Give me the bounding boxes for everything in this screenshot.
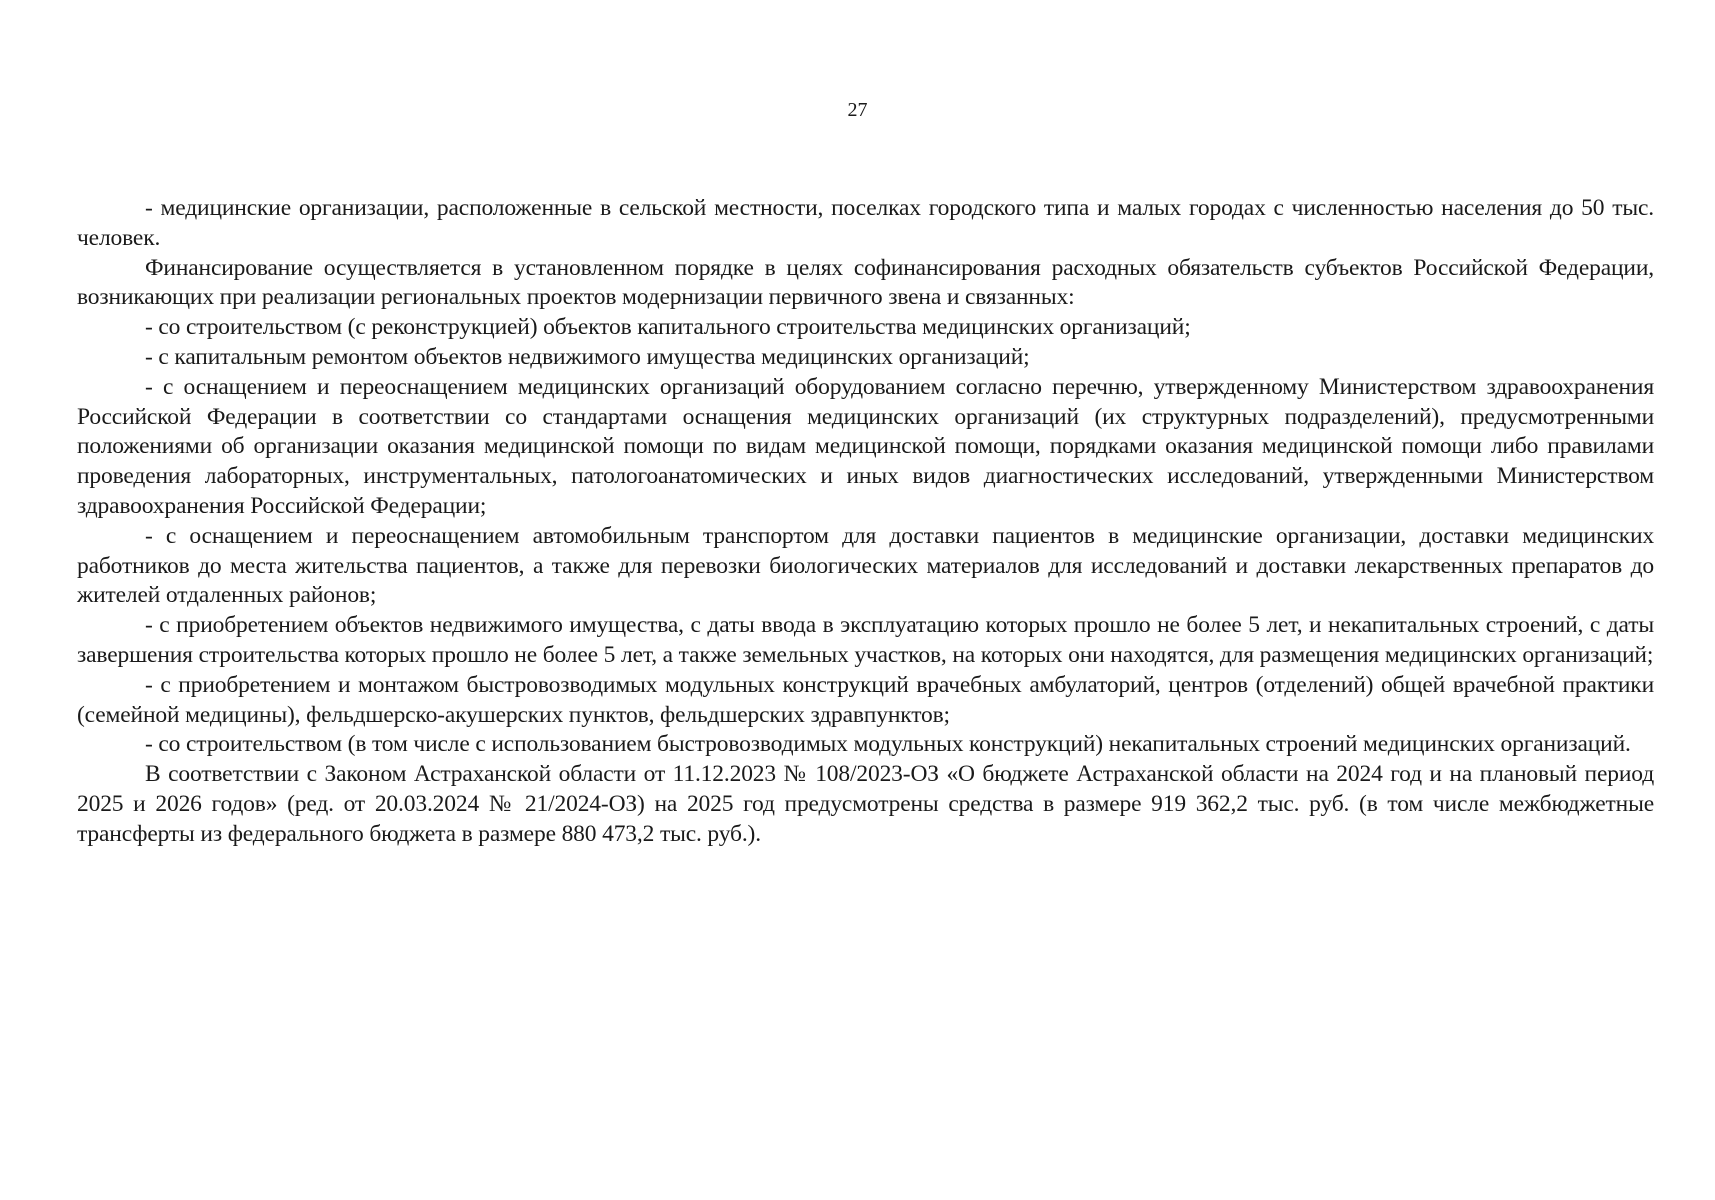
page-number: 27 [847, 99, 868, 121]
paragraph-transport: - с оснащением и переоснащением автомобильным транспортом для доставки пациентов в медицинские организации, доставки медицинских работников до места жительства пациентов, а также для перевозки биологических материалов для исследований и доставки лекарственных препаратов до жителей отдаленных районов; [77, 522, 1654, 609]
document-body [77, 194, 1654, 850]
paragraph-capital-repair: - с капитальным ремонтом объектов недвижимого имущества медицинских организаций; [145, 343, 1030, 370]
paragraph-modular-structures: - с приобретением и монтажом быстровозводимых модульных конструкций врачебных амбулаторий, центров (отделений) общей врачебной практики (семейной медицины), фельдшерско-акушерских пунктов, фельдшерских здравпунктов; [77, 671, 1654, 728]
paragraph-real-estate: - с приобретением объектов недвижимого имущества, с даты ввода в эксплуатацию которых прошло не более 5 лет, и некапитальных строений, с даты завершения строительства которых прошло не более 5 лет, а также земельных участков, на которых они находятся, для размещения медицинских организаций; [77, 612, 1654, 668]
paragraph-non-capital-buildings: - со строительством (в том числе с использованием быстровозводимых модульных конструкций) некапитальных строений медицинских организаций. [145, 731, 1631, 758]
paragraph-equipment: - с оснащением и переоснащением медицинских организаций оборудованием согласно перечню, утвержденному Министерством здравоохранения Российской Федерации в соответствии со стандартами оснащения медицинских организаций (их структурных подразделений), предусмотренными положениями об организации оказания медицинской помощи по видам медицинской помощи, порядками оказания медицинской помощи либо правилами проведения лабораторных, инструментальных, патологоанатомических и иных видов диагностических исследований, утвержденными Министерством здравоохранения Российской Федерации; [77, 373, 1654, 519]
paragraph-financing: Финансирование осуществляется в установленном порядке в целях софинансирования расходных обязательств субъектов Российской Федерации, возникающих при реализации региональных проектов модернизации первичного звена и связанных: [77, 254, 1654, 311]
paragraph-budget-law: В соответствии с Законом Астраханской области от 11.12.2023 № 108/2023-ОЗ «О бюджете Астраханской области на 2024 год и на плановый период 2025 и 2026 годов» (ред. от 20.03.2024 № 21/2024-ОЗ) на 2025 год предусмотрены средства в размере 919 362,2 тыс. руб. (в том числе межбюджетные трансферты из федерального бюджета в размере 880 473,2 тыс. руб.). [77, 761, 1654, 847]
paragraph-rural-organizations: - медицинские организации, расположенные в сельской местности, поселках городского типа и малых городах с численностью населения до 50 тыс. человек. [77, 195, 1654, 251]
paragraph-construction: - со строительством (с реконструкцией) объектов капитального строительства медицинских организаций; [145, 314, 1191, 341]
